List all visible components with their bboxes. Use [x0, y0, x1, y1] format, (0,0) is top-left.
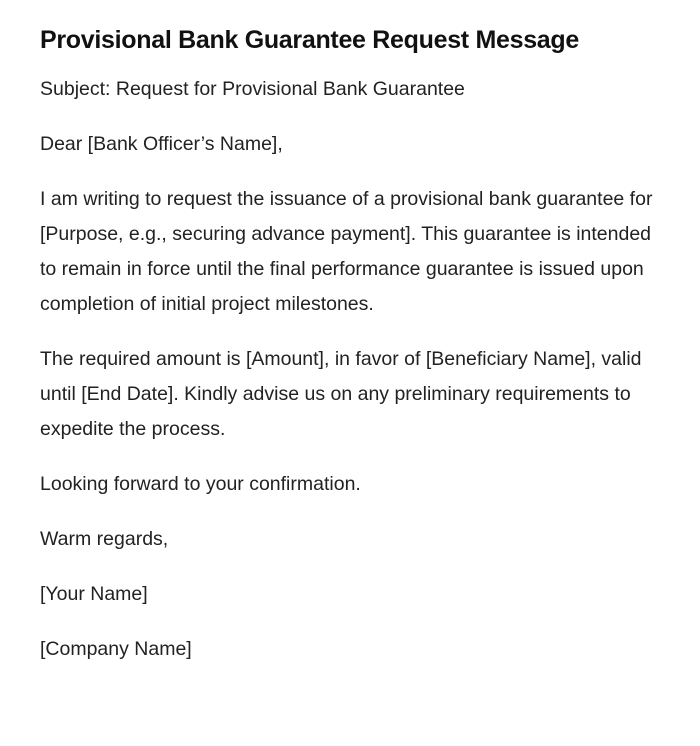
subject-line: Subject: Request for Provisional Bank Guarantee: [40, 78, 465, 100]
closing-line: Looking forward to your confirmation.: [40, 473, 361, 495]
sender-name: [Your Name]: [40, 583, 148, 605]
company-name: [Company Name]: [40, 638, 192, 660]
body-paragraph-1: I am writing to request the issuance of a provisional bank guarantee for [Purpose, e.g., securing advance payment]. This guarantee is intended to remain in force until the final performance guarantee is issued upon completion of initial project milestones.: [40, 188, 653, 315]
greeting: Dear [Bank Officer’s Name],: [40, 133, 283, 155]
body-paragraph-2: The required amount is [Amount], in favor of [Beneficiary Name], valid until [End Date]. Kindly advise us on any preliminary requirements to expedite the process.: [40, 348, 642, 440]
signoff: Warm regards,: [40, 528, 169, 550]
page-title: Provisional Bank Guarantee Request Message: [40, 26, 579, 54]
